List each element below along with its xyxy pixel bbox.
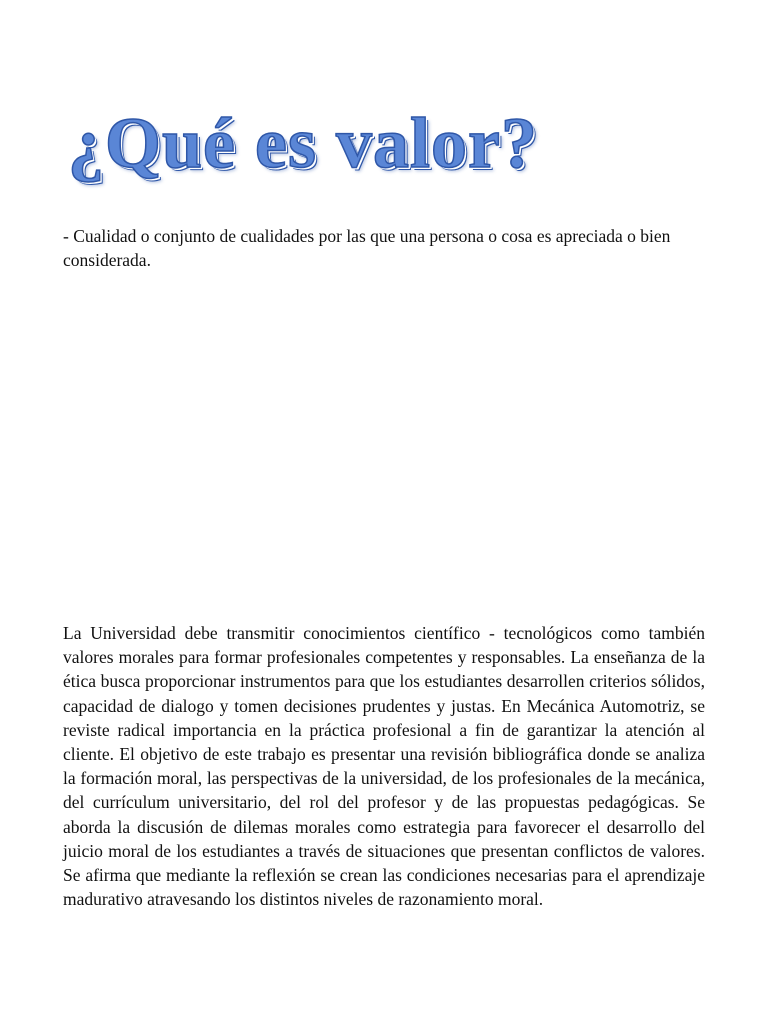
- body-paragraph: La Universidad debe transmitir conocimientos científico - tecnológicos como también valores morales para formar profesionales competentes y responsables. La enseñanza de la ética busca proporcionar instrumentos para que los estudiantes desarrollen criterios sólidos, capacidad de dialogo y tomen decisiones prudentes y justas. En Mecánica Automotriz, se reviste radical importancia en la práctica profesional a fin de garantizar la atención al cliente. El objetivo de este trabajo es presentar una revisión bibliográfica donde se analiza la formación moral, las perspectivas de la universidad, de los profesionales de la mecánica, del currículum universitario, del rol del profesor y de las propuestas pedagógicas. Se aborda la discusión de dilemas morales como estrategia para favorecer el desarrollo del juicio moral de los estudiantes a través de situaciones que presentan conflictos de valores. Se afirma que mediante la reflexión se crean las condiciones necesarias para el aprendizaje madurativo atravesando los distintos niveles de razonamiento moral.: [63, 623, 705, 910]
- definition-paragraph: - Cualidad o conjunto de cualidades por las que una persona o cosa es apreciada o bien considerada.: [63, 226, 671, 270]
- page-title: ¿Qué es valor?: [68, 103, 538, 183]
